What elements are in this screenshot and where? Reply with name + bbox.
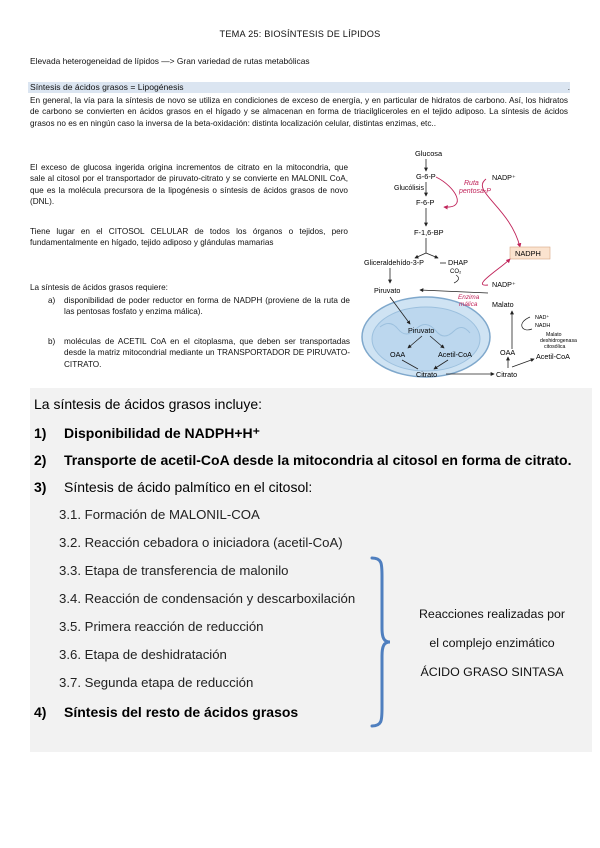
label-nadp-top: NADP⁺ [492, 173, 516, 182]
requirement-text: disponibilidad de poder reductor en forma de NADPH (proviene de la ruta de las pentosas fosfato y enzima málica). [64, 296, 350, 317]
enzyme-note-line-1: Reacciones realizadas por [418, 607, 565, 621]
label-dhap: DHAP [448, 258, 468, 267]
label-malato-dh-1: Malato [546, 332, 562, 338]
curly-brace-path [372, 558, 390, 726]
label-f6p: F-6-P [416, 198, 435, 207]
section-heading [28, 82, 570, 93]
requirement-text: moléculas de ACETIL CoA en el citoplasma, que deben ser transportadas desde la matriz mitocondrial mediante un TRANSPORTADOR DE PIRUVATO-CITRATO. [64, 337, 350, 369]
label-nadp-mid: NADP⁺ [492, 280, 516, 289]
arrow-malato-piruvato [420, 290, 488, 293]
label-oaa-mito: OAA [390, 350, 406, 359]
summary-item-3 [34, 479, 574, 495]
label-nadph: NADPH [515, 249, 541, 258]
label-piruvato-mito: Piruvato [408, 326, 435, 335]
substep-3-5: 3.5. Primera reacción de reducción [59, 619, 264, 634]
requirement-a [48, 295, 350, 318]
substep-3-6: 3.6. Etapa de deshidratación [59, 647, 227, 662]
substep-3-4: 3.4. Reacción de condensación y descarboxilación [59, 591, 356, 606]
mitochondrion-inner [372, 307, 480, 371]
requirement-b [48, 336, 350, 370]
enzyme-note-line-2: el complejo enzimático [429, 636, 555, 650]
arrow-co2 [454, 275, 459, 283]
label-nadh: NADH [535, 323, 551, 329]
label-acetilcoa-cyt: Acetil-CoA [536, 352, 570, 361]
paragraph-general: En general, la vía para la síntesis de novo se utiliza en condiciones de exceso de energía, y en particular de hidratos de carbono. Así, los hidratos de carbono se convierten en ácidos grasos en el hígado y se almacenan en forma de triacilgliceroles en el tejido adiposo. La síntesis de ácidos grasos no es en ningún caso la inversa de la beta-oxidación: distinta localización celular, distintas enzimas, etc.. [30, 96, 568, 128]
requirements-intro: La síntesis de ácidos grasos requiere: [30, 283, 168, 292]
label-malato-dh-3: citosólica [544, 344, 566, 350]
label-acetilcoa-mito: Acetil-CoA [438, 350, 472, 359]
enzyme-note-line-3: ÁCIDO GRASO SINTASA [420, 665, 564, 679]
summary-item-1 [34, 425, 574, 442]
label-co2: CO₂ [450, 269, 462, 275]
summary-item-text: Síntesis del resto de ácidos grasos [64, 704, 299, 720]
arrow-to-dhap [426, 253, 438, 258]
arrow-pentosa-loop [436, 177, 457, 207]
summary-item-num: 3) [34, 479, 47, 495]
label-citrato-cyt: Citrato [496, 370, 518, 379]
label-piruvato-cyt: Piruvato [374, 286, 401, 295]
substep-3-1: 3.1. Formación de MALONIL-COA [59, 507, 260, 522]
summary-item-text: Transporte de acetil-CoA desde la mitocondria al citosol en forma de citrato. [64, 452, 572, 468]
substep-3-7: 3.7. Segunda etapa de reducción [59, 675, 254, 690]
summary-item-num: 1) [34, 425, 47, 441]
summary-item-text: Síntesis de ácido palmítico en el citosol: [64, 479, 313, 495]
curly-brace [370, 556, 392, 728]
label-enzima-2: málica [459, 301, 478, 308]
paragraph-location: Tiene lugar en el CITOSOL CELULAR de todos los órganos o tejidos, pero fundamentalmente en hígado, tejido adiposo y glándulas mamarias [30, 227, 348, 248]
label-citrato-mito: Citrato [416, 370, 438, 379]
label-glucolisis: Glucólisis [394, 185, 424, 192]
section-heading-text: Síntesis de ácidos grasos = Lipogénesis [30, 82, 184, 92]
label-nad-plus: NAD⁺ [535, 315, 550, 321]
substep-3-2: 3.2. Reacción cebadora o iniciadora (acetil-CoA) [59, 535, 343, 550]
summary-box [30, 388, 592, 752]
paragraph-glucose: El exceso de glucosa ingerida origina incrementos de citrato en la mitocondria, que sale al citosol por el transportador de piruvato-citrato y se convierte en MALONIL CoA, que es la molécula precursora de la lipogénesis o síntesis de ácidos grasos de novo (DNL). [30, 163, 348, 207]
label-g6p: G-6-P [416, 172, 436, 181]
label-malato-dh-2: deshidrogenasa [540, 338, 577, 344]
section-heading-tail: . [567, 83, 570, 92]
label-glucosa: Glucosa [415, 149, 443, 158]
requirement-label: b) [48, 337, 56, 346]
intro-line: Elevada heterogeneidad de lípidos —> Gran variedad de rutas metabólicas [30, 56, 310, 66]
summary-item-num: 4) [34, 704, 47, 720]
lipogenesis-pathway-diagram [360, 147, 586, 379]
arrow-nad-cycle [522, 317, 532, 330]
requirement-label: a) [48, 296, 56, 305]
label-f16bp: F-1,6-BP [414, 228, 444, 237]
arrow-citrato-acetilcoa [512, 359, 534, 367]
label-enzima-1: Enzima [458, 294, 480, 301]
summary-item-2 [34, 452, 584, 468]
label-oaa-cyt: OAA [500, 348, 516, 357]
summary-item-4 [34, 704, 574, 720]
label-ruta-2: pentosa-P [459, 188, 491, 195]
substep-3-3: 3.3. Etapa de transferencia de malonilo [59, 563, 289, 578]
label-gliceraldehido: Gliceraldehído-3-P [364, 258, 424, 267]
summary-item-text: Disponibilidad de NADPH+H⁺ [64, 425, 261, 441]
label-ruta-1: Ruta [464, 180, 479, 187]
label-malato: Malato [492, 300, 514, 309]
page-title: TEMA 25: BIOSÍNTESIS DE LÍPIDOS [219, 29, 381, 39]
summary-item-num: 2) [34, 452, 47, 468]
summary-heading: La síntesis de ácidos grasos incluye: [34, 396, 263, 412]
